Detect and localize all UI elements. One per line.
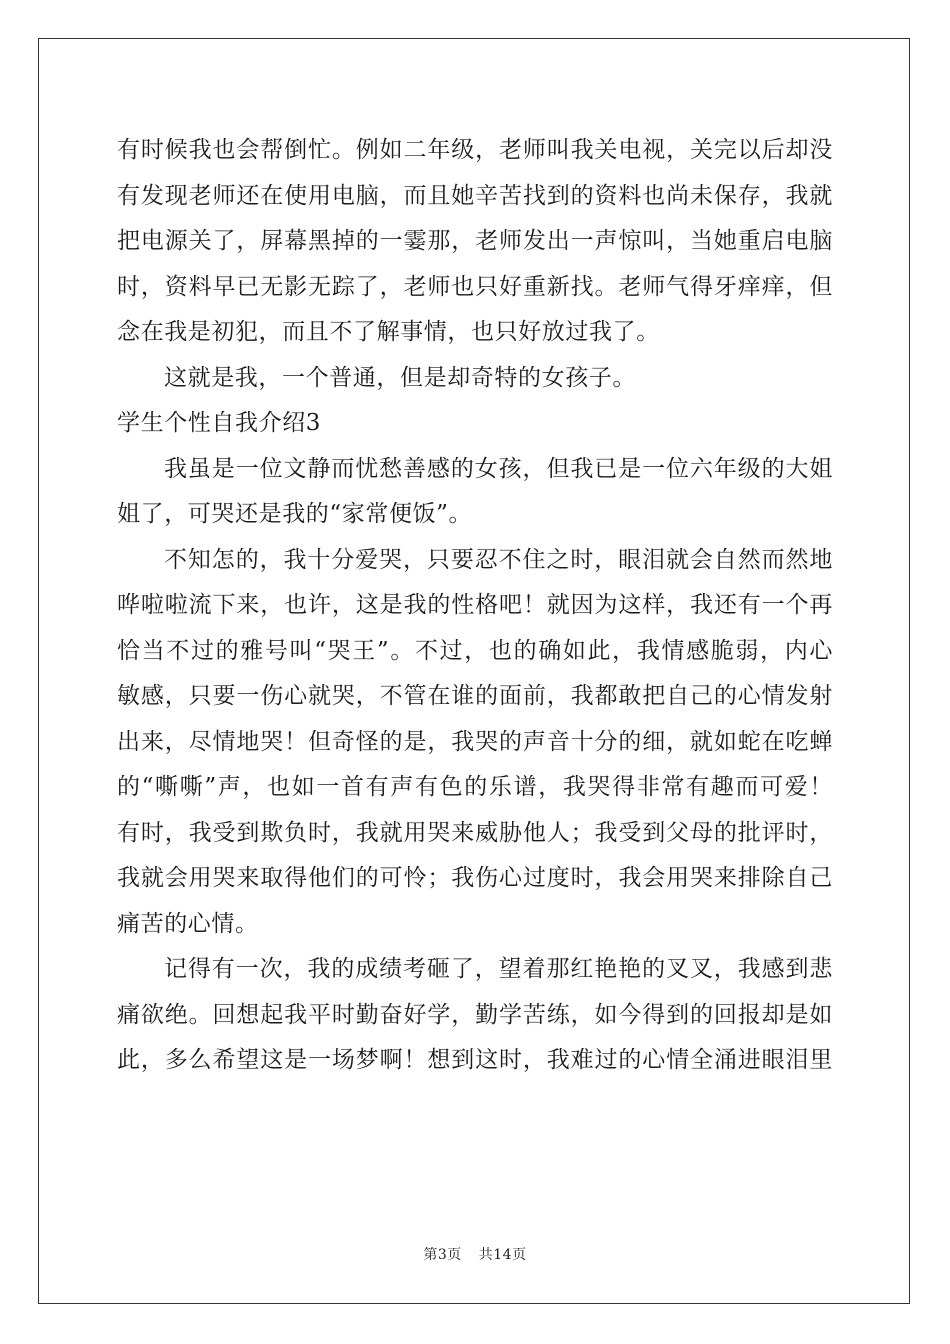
page-total: 共14页 <box>478 1247 527 1263</box>
text-line: 有时，我受到欺负时，我就用哭来威胁他人；我受到父母的批评时， <box>117 819 833 846</box>
text-line: 记得有一次，我的成绩考砸了，望着那红艳艳的叉叉，我感到悲 <box>164 956 833 982</box>
text-line: 痛苦的心情。 <box>117 910 259 937</box>
text-line: 姐了，可哭还是我的“家常便饭”。 <box>117 501 473 527</box>
text-line: 恰当不过的雅号叫“哭王”。不过，也的确如此，我情感脆弱，内心 <box>117 637 833 664</box>
document-body <box>117 128 833 1084</box>
text-line: 哗啦啦流下来，也许，这是我的性格吧！就因为这样，我还有一个再 <box>117 592 833 618</box>
text-line: 时，资料早已无影无踪了，老师也只好重新找。老师气得牙痒痒，但 <box>117 273 833 300</box>
text-line: 有发现老师还在使用电脑，而且她辛苦找到的资料也尚未保存，我就 <box>117 182 833 209</box>
section-heading: 学生个性自我介绍3 <box>117 410 322 436</box>
text-line: 把电源关了，屏幕黑掉的一霎那，老师发出一声惊叫，当她重启电脑 <box>117 228 833 254</box>
text-line: 不知怎的，我十分爱哭，只要忍不住之时，眼泪就会自然而然地 <box>164 546 833 573</box>
text-line: 痛欲绝。回想起我平时勤奋好学，勤学苦练，如今得到的回报却是如 <box>117 1001 833 1028</box>
text-line: 此，多么希望这是一场梦啊！想到这时，我难过的心情全涌进眼泪里 <box>117 1047 833 1073</box>
text-line: 我就会用哭来取得他们的可怜；我伤心过度时，我会用哭来排除自己 <box>117 865 833 891</box>
page-number: 第3页 <box>423 1247 462 1263</box>
page-footer <box>0 1244 950 1264</box>
text-line: 的“嘶嘶”声，也如一首有声有色的乐谱，我哭得非常有趣而可爱！ <box>117 774 833 800</box>
text-line: 念在我是初犯，而且不了解事情，也只好放过我了。 <box>117 319 660 345</box>
text-line: 我虽是一位文静而忧愁善感的女孩，但我已是一位六年级的大姐 <box>164 455 833 482</box>
text-line: 出来，尽情地哭！但奇怪的是，我哭的声音十分的细，就如蛇在吃蝉 <box>117 728 833 755</box>
text-line: 这就是我，一个普通，但是却奇特的女孩子。 <box>164 364 636 391</box>
text-line: 敏感，只要一伤心就哭，不管在谁的面前，我都敢把自己的心情发射 <box>117 683 833 709</box>
text-line: 有时候我也会帮倒忙。例如二年级，老师叫我关电视，关完以后却没 <box>117 137 833 163</box>
